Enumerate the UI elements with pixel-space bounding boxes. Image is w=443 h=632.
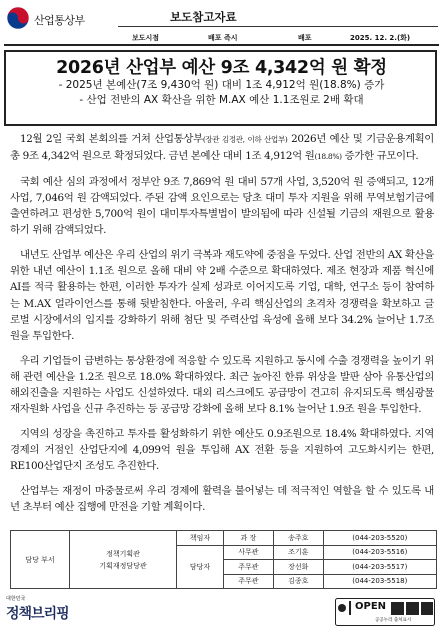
- document-type: 보도참고자료: [170, 10, 237, 24]
- responsible-label: 책임자: [177, 531, 224, 546]
- contact-table: [10, 530, 437, 589]
- contact-role: 과 장: [224, 531, 274, 546]
- contact-phone: (044-203-5517): [323, 560, 436, 575]
- contact-role: 사무관: [224, 545, 274, 560]
- policy-briefing-logo: [6, 595, 76, 625]
- ministry-logo: [6, 4, 116, 32]
- subtitle-line: - 산업 전반의 AX 확산을 위한 M.AX 예산 1.1조원로 2배 확대: [79, 94, 364, 106]
- subtitle-line: - 2025년 본예산(7조 9,430억 원) 대비 1조 4,912억 원(18.8%) 증가: [58, 79, 385, 91]
- open-sub: 공공누리 출처표시: [375, 618, 412, 623]
- contact-phone: (044-203-5516): [323, 545, 436, 560]
- contact-name: 장선화: [273, 560, 323, 575]
- staff-label: 담당자: [177, 545, 224, 589]
- paragraph: 산업부는 재정이 마중물로써 우리 경제에 활력을 불어넣는 데 적극적인 역할을 할 수 있도록 내년 초부터 예산 집행에 만전을 기할 계획이다.: [10, 484, 434, 513]
- header-divider: [118, 26, 438, 27]
- paragraph: 12월 2일 국회 본회의를 거쳐 산업통상부(장관 김정관, 이하 산업부) 2026년 예산 및 기금운용계획이 총 9조 4,342억 원으로 확정되었다. 금년 본예산 대비 1조 4,912억 원(18.8%) 증가한 규모이다.: [10, 133, 434, 163]
- paragraph: 국회 예산 심의 과정에서 정부안 9조 7,869억 원 대비 57개 사업, 3,520억 원 증액되고, 12개 사업, 7,046억 원 감액되었다. 주된 감액 요인으로는 당초 대미 투자 지원을 위해 무역보험기금에 출연하려고 편성한 5,700억 원이 대미투자특별법이 발의됨에 따라 신설될 기금의 재원으로 활용하기 위해 감액되었다.: [10, 175, 434, 237]
- contact-role: 주무관: [224, 560, 274, 575]
- header-rule: [4, 44, 439, 46]
- page-title: 2026년 산업부 예산 9조 4,342억 원 확정: [56, 58, 387, 78]
- brand-big: 정책브리핑: [6, 606, 69, 622]
- contact-phone: (044-203-5520): [323, 531, 436, 546]
- distribution-date: 2025. 12. 2.(화): [350, 34, 411, 42]
- body-text: [10, 131, 434, 523]
- dept-label: 담당 부서: [11, 531, 70, 589]
- release-value: 배포 즉시: [208, 34, 238, 42]
- paragraph: 지역의 성장을 촉진하고 투자를 활성화하기 위한 예산도 0.9조원으로 18.4% 확대하였다. 지역경제의 거점인 산업단지에 4,099억 원을 투입해 AX 전환 등을 지원하여 고도화시키는 한편, RE100산업단지 조성도 추진한다.: [10, 427, 434, 473]
- subtitle-list: [4, 78, 439, 108]
- contact-name: 김종호: [273, 574, 323, 589]
- contact-phone: (044-203-5518): [323, 574, 436, 589]
- contact-name: 조기훈: [273, 545, 323, 560]
- contact-name: 송주호: [273, 531, 323, 546]
- dept-name: 정책기획관 기획재정담당관: [70, 531, 177, 589]
- ministry-name: 산업통상부: [34, 14, 85, 27]
- paragraph: 우리 기업들이 급변하는 통상환경에 적응할 수 있도록 지원하고 동시에 수출 경쟁력을 높이기 위해 관련 예산을 1.2조 원으로 18.0% 확대하였다. 최근 높아진 한류 위상을 발판 삼아 유통산업의 해외진출을 지원하는 사업도 신설하였다. 대외 리스크에도 공급망이 견고히 유지되도록 핵심광물 재자원화 사업을 신규 추진하는 등 공급망 강화에 올해 보다 8.1% 늘어난 1.9조 원을 투입한다.: [10, 354, 434, 416]
- open-label: OPEN: [355, 601, 387, 612]
- brand-small: 대한민국: [6, 596, 26, 602]
- release-label: 보도시점: [132, 34, 160, 42]
- contact-role: 주무관: [224, 574, 274, 589]
- distribution-label: 배포: [298, 34, 312, 42]
- taegeuk-emblem-icon: [6, 6, 30, 30]
- open-license-badge: [335, 598, 435, 626]
- paragraph: 내년도 산업부 예산은 우리 산업의 위기 극복과 재도약에 중점을 두었다. 산업 전반의 AX 확산을 위한 내년 예산이 1.1조 원으로 올해 대비 약 2배 수준으로 확대하였다. 제조 현장과 제품 혁신에 AI를 적극 활용하는 한편, 이러한 투자가 실제 성과로 이어지도록 기업, 대학, 연구소 등이 참여하는 M.AX 얼라이언스를 통해 뒷받침한다. 아울러, 우리 핵심산업의 초격차 경쟁력을 확보하고 글로벌 시장에서의 입지를 강화하기 위해 첨단 및 주력산업 육성에 올해 보다 34.2% 늘어난 1.7조 원을 투입한다.: [10, 248, 434, 343]
